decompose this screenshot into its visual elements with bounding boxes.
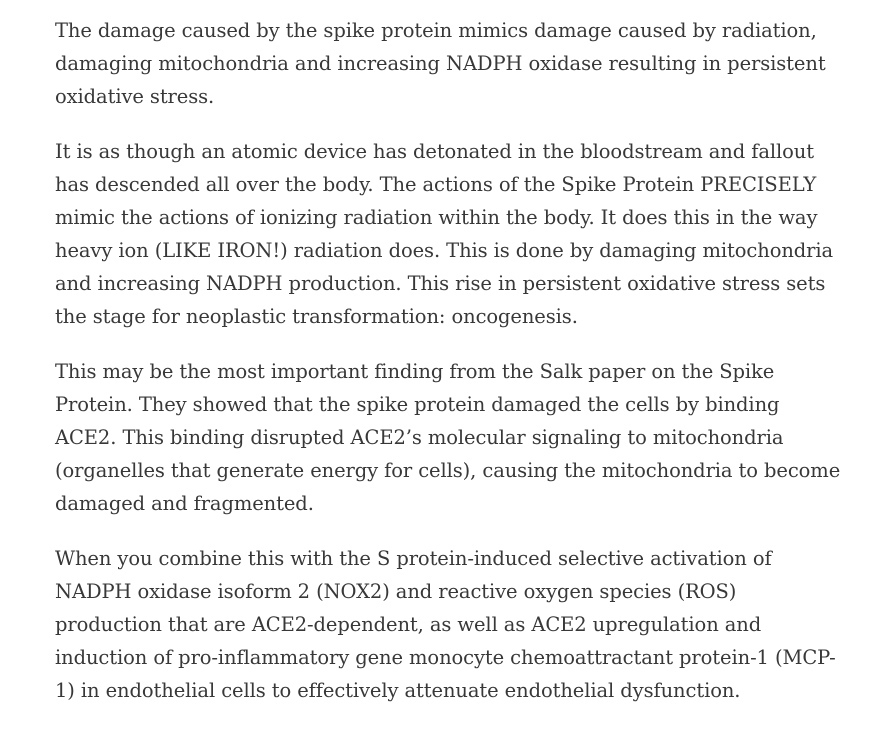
paragraph-salk-finding: This may be the most important finding from the Salk paper on the Spike Protein. They showed that the spike protein damaged the cells by binding ACE2. This binding disrupted ACE2’s molecular signaling to mitochondria (organelles that generate energy for cells), causing the mitochondria to become damaged and fragmented. [55,360,841,515]
paragraph-radiation-damage: The damage caused by the spike protein mimics damage caused by radiation, damaging mitochondria and increasing NADPH oxidase resulting in persistent oxidative stress. [55,19,826,108]
paragraph-atomic-analogy: It is as though an atomic device has detonated in the bloodstream and fallout has descended all over the body. The actions of the Spike Protein PRECISELY mimic the actions of ionizing radiation within the body. It does this in the way heavy ion (LIKE IRON!) radiation does. This is done by damaging mitochondria and increasing NADPH production. This rise in persistent oxidative stress sets the stage for neoplastic transformation: oncogenesis. [55,140,834,328]
paragraph-nox2-activation: When you combine this with the S protein-induced selective activation of NADPH oxidase isoform 2 (NOX2) and reactive oxygen species (ROS) production that are ACE2-dependent, as well as ACE2 upregulation and induction of pro-inflammatory gene monocyte chemoattractant protein-1 (MCP-1) in endothelial cells to effectively attenuate endothelial dysfunction. [55,547,836,702]
article-body [55,14,845,729]
